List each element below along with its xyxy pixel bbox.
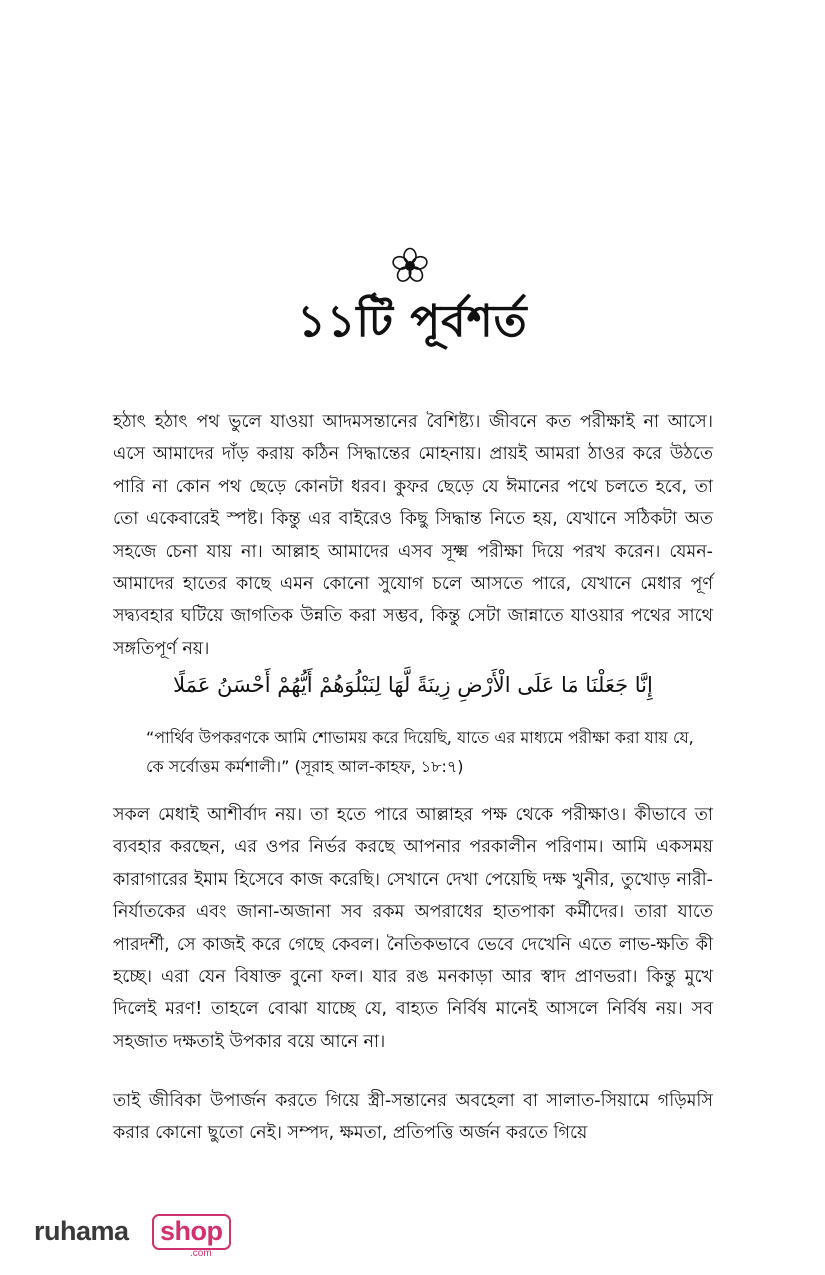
verse-translation-text: “পার্থিব উপকরণকে আমি শোভাময় করে দিয়েছি, যাতে এর মাধ্যমে পরীক্ষা করা যায় যে, কে সর্বোত্তম কর্মশালী।” [146,728,694,776]
brand-shop-badge: shop [152,1214,231,1250]
body-paragraph: তাই জীবিকা উপার্জন করতে গিয়ে স্ত্রী-সন্তানের অবহেলা বা সালাত-সিয়ামে গড়িমসি করার কোনো ছুতো নেই। সম্পদ, ক্ষমতা, প্রতিপত্তি অর্জন করতে গিয়ে [113,1091,713,1144]
quran-verse-arabic: إِنَّا جَعَلْنَا مَا عَلَى الْأَرْضِ زِينَةً لَّهَا لِنَبْلُوَهُمْ أَيُّهُمْ أَحْسَنُ عَمَلًا [173,673,653,697]
chapter-title: ১১টি পূর্বশর্ত [297,296,528,347]
body-paragraph: হঠাৎ হঠাৎ পথ ভুলে যাওয়া আদমসন্তানের বৈশিষ্ট্য। জীবনে কত পরীক্ষাই না আসে। এসে আমাদের দাঁড় করায় কঠিন সিদ্ধান্তের মোহনায়। প্রায়ই আমরা ঠাওর করে উঠতে পারি না কোন পথ ছেড়ে কোনটা ধরব। কুফর ছেড়ে যে ঈমানের পথে চলতে হবে, তা তো একেবারেই স্পষ্ট। কিন্তু এর বাইরেও কিছু সিদ্ধান্ত নিতে হয়, যেখানে সঠিকটা অত সহজে চেনা যায় না। আল্লাহ আমাদের এসব সূক্ষ্ম পরীক্ষা দিয়ে পরখ করেন। যেমন- আমাদের হাতের কাছে এমন কোনো সুযোগ চলে আসতে পারে, যেখানে মেধার পূর্ণ সদ্ব্যবহার ঘটিয়ে জাগতিক উন্নতি করা সম্ভব, কিন্তু সেটা জান্নাতে যাওয়ার পথের সাথে সঙ্গতিপূর্ণ নয়। [113,412,713,659]
verse-reference: (সূরাহ আল-কাহফ, ১৮:৭) [294,757,464,776]
body-paragraph: সকল মেধাই আশীর্বাদ নয়। তা হতে পারে আল্লাহর পক্ষ থেকে পরীক্ষাও। কীভাবে তা ব্যবহার করছেন, এর ওপর নির্ভর করছে আপনার পরকালীন পরিণাম। আমি একসময় কারাগারের ইমাম হিসেবে কাজ করেছি। সেখানে দেখা পেয়েছি দক্ষ খুনীর, তুখোড় নারী-নির্যাতকের এবং জানা-অজানা সব রকম অপরাধের হাতপাকা কর্মীদের। তারা যাতে পারদর্শী, সে কাজই করে গেছে কেবল। নৈতিকভাবে ভেবে দেখেনি এতে লাভ-ক্ষতি কী হচ্ছে। এরা যেন বিষাক্ত বুনো ফল। যার রঙ মনকাড়া আর স্বাদ প্রাণভরা। কিন্তু মুখে দিলেই মরণ! তাহলে বোঝা যাচ্ছে যে, বাহ্যত নির্বিষ মানেই আসলে নির্বিষ নয়। সব সহজাত দক্ষতাই উপকার বয়ে আনে না। [113,805,713,1052]
verse-translation [146,723,716,781]
brand-domain: .com [190,1248,212,1259]
flower-icon [390,246,430,286]
brand-name: ruhama [34,1216,129,1246]
